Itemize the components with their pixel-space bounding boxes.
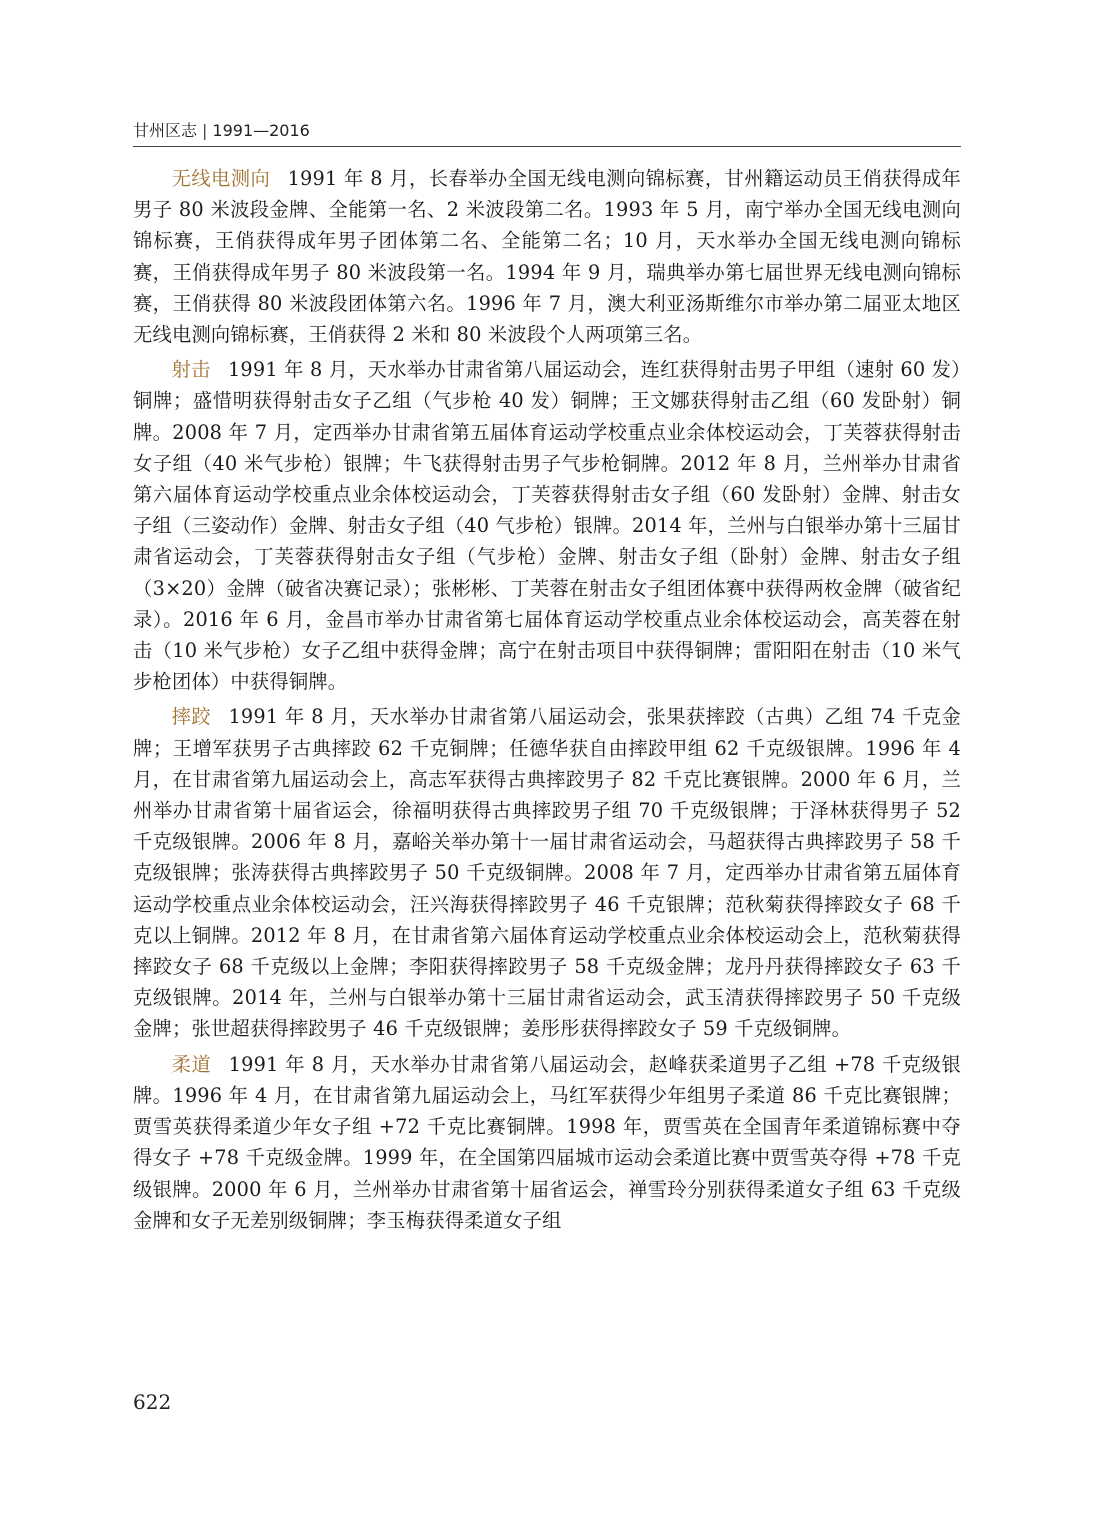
section-judo: [133, 1049, 961, 1236]
book-title: 甘州区志: [133, 121, 198, 140]
section-term: 柔道: [171, 1052, 212, 1076]
section-text: 1991 年 8 月，天水举办甘肃省第八届运动会，连红获得射击男子甲组（速射 60 发）铜牌；盛惜明获得射击女子乙组（气步枪 40 发）铜牌；王文娜获得射击乙组（60 发卧射）铜牌。2008 年 7 月，定西举办甘肃省第五届体育运动学校重点业余体校运动会，丁芙蓉获得射击女子组（40 米气步枪）银牌；牛飞获得射击男子气步枪铜牌。2012 年 8 月，兰州举办甘肃省第六届体育运动学校重点业余体校运动会，丁芙蓉获得射击女子组（60 发卧射）金牌、射击女子组（三姿动作）金牌、射击女子组（40 气步枪）银牌。2014 年，兰州与白银举办第十三届甘肃省运动会，丁芙蓉获得射击女子组（气步枪）金牌、射击女子组（卧射）金牌、射击女子组（3×20）金牌（破省决赛记录）；张彬彬、丁芙蓉在射击女子组团体赛中获得两枚金牌（破省纪录）。2016 年 6 月，金昌市举办甘肃省第七届体育运动学校重点业余体校运动会，高芙蓉在射击（10 米气步枪）女子乙组中获得金牌；高宁在射击项目中获得铜牌；雷阳阳在射击（10 米气步枪团体）中获得铜牌。: [133, 358, 961, 694]
header-rule: [133, 146, 961, 147]
year-range: 1991—2016: [212, 121, 310, 140]
section-text: 1991 年 8 月，天水举办甘肃省第八届运动会，赵峰获柔道男子乙组 +78 千克级银牌。1996 年 4 月，在甘肃省第九届运动会上，马红军获得少年组男子柔道 86 千克比赛银牌；贾雪英获得柔道少年女子组 +72 千克比赛铜牌。1998 年，贾雪英在全国青年柔道锦标赛中夺得女子 +78 千克级金牌。1999 年，在全国第四届城市运动会柔道比赛中贾雪英夺得 +78 千克级银牌。2000 年 6 月，兰州举办甘肃省第十届省运会，禅雪玲分别获得柔道女子组 63 千克级金牌和女子无差别级铜牌；李玉梅获得柔道女子组: [133, 1052, 961, 1232]
running-header: [133, 120, 961, 142]
page-number: 622: [133, 1390, 172, 1414]
header-separator: |: [202, 121, 208, 140]
section-radio-direction-finding: [133, 163, 961, 350]
section-text: 1991 年 8 月，长春举办全国无线电测向锦标赛，甘州籍运动员王俏获得成年男子 80 米波段金牌、全能第一名、2 米波段第二名。1993 年 5 月，南宁举办全国无线电测向锦标赛，王俏获得成年男子团体第二名、全能第二名；10 月，天水举办全国无线电测向锦标赛，王俏获得成年男子 80 米波段第一名。1994 年 9 月，瑞典举办第七届世界无线电测向锦标赛，王俏获得 80 米波段团体第六名。1996 年 7 月，澳大利亚汤斯维尔市举办第二届亚太地区无线电测向锦标赛，王俏获得 2 米和 80 米波段个人两项第三名。: [133, 167, 961, 347]
section-shooting: [133, 354, 961, 697]
section-term: 无线电测向: [171, 167, 271, 190]
section-term: 射击: [171, 358, 211, 382]
body-text: [133, 163, 961, 1240]
section-term: 摔跤: [171, 705, 212, 729]
section-wrestling: [133, 701, 961, 1044]
section-text: 1991 年 8 月，天水举办甘肃省第八届运动会，张果获摔跤（古典）乙组 74 千克金牌；王增军获男子古典摔跤 62 千克铜牌；任德华获自由摔跤甲组 62 千克级银牌。1996 年 4 月，在甘肃省第九届运动会上，高志军获得古典摔跤男子 82 千克比赛银牌。2000 年 6 月，兰州举办甘肃省第十届省运会，徐福明获得古典摔跤男子组 70 千克级银牌；于泽林获得男子 52 千克级银牌。2006 年 8 月，嘉峪关举办第十一届甘肃省运动会，马超获得古典摔跤男子 58 千克级银牌；张涛获得古典摔跤男子 50 千克级铜牌。2008 年 7 月，定西举办甘肃省第五届体育运动学校重点业余体校运动会，汪兴海获得摔跤男子 46 千克银牌；范秋菊获得摔跤女子 68 千克以上铜牌。2012 年 8 月，在甘肃省第六届体育运动学校重点业余体校运动会上，范秋菊获得摔跤女子 68 千克级以上金牌；李阳获得摔跤男子 58 千克级金牌；龙丹丹获得摔跤女子 63 千克级银牌。2014 年，兰州与白银举办第十三届甘肃省运动会，武玉清获得摔跤男子 50 千克级金牌；张世超获得摔跤男子 46 千克级银牌；姜彤彤获得摔跤女子 59 千克级铜牌。: [133, 705, 961, 1041]
